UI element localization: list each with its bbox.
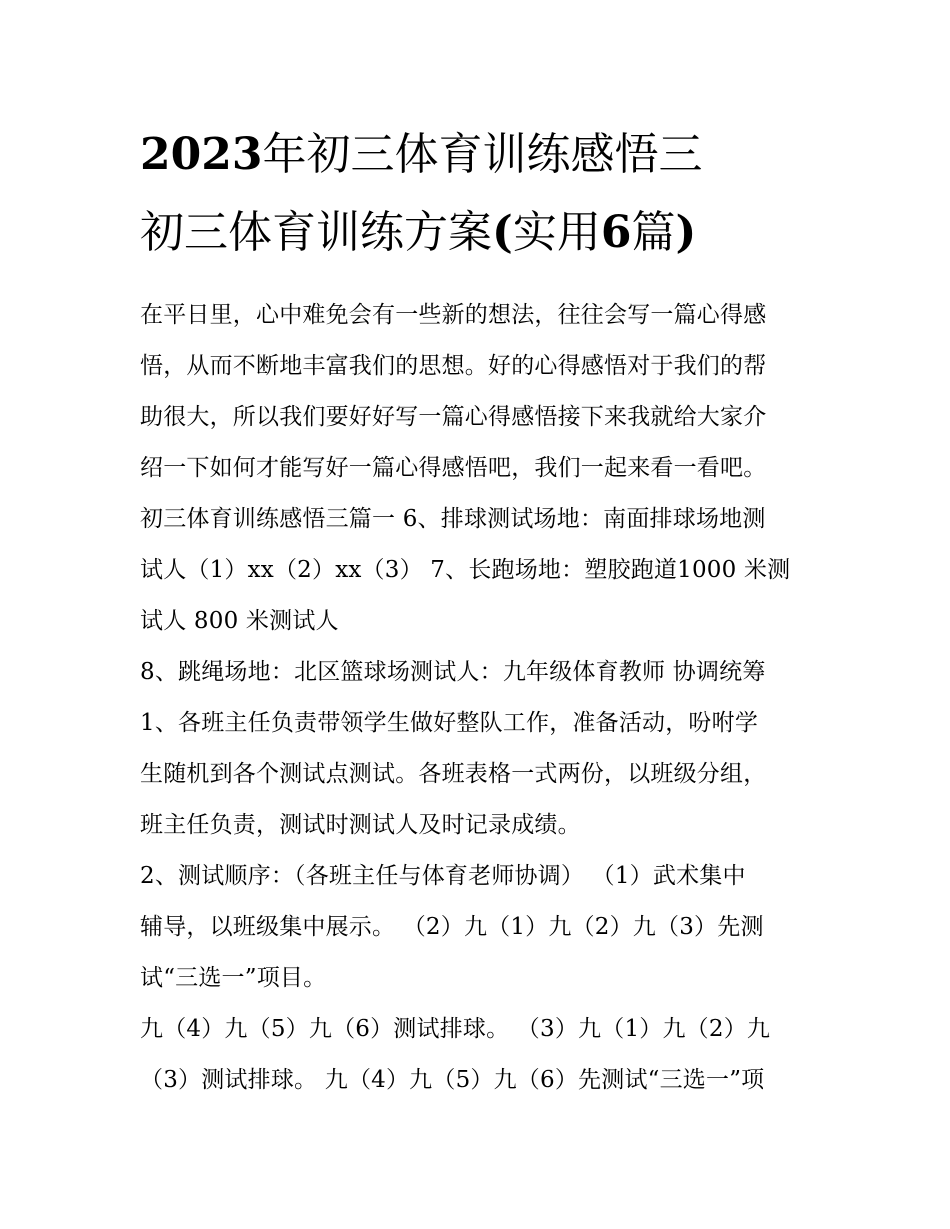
title-line-1 xyxy=(140,116,820,194)
text-line: 悟，从而不断地丰富我们的思想。好的心得感悟对于我们的帮 xyxy=(140,353,767,379)
text-line: 助很大，所以我们要好好写一篇心得感悟接下来我就给大家介 xyxy=(140,404,767,430)
title-line-1-text: 年初三体育训练感悟三 xyxy=(262,129,703,180)
document-body xyxy=(140,290,820,1106)
text-line: 试人（1）xx（2）xx（3） 7、长跑场地：塑胶跑道1000 米测 xyxy=(140,557,791,583)
title-line-2 xyxy=(140,194,820,272)
text-line: 试人 800 米测试人 xyxy=(140,608,339,634)
text-line: 在平日里，心中难免会有一些新的想法，往往会写一篇心得感 xyxy=(140,302,767,328)
title-paren-close: ) xyxy=(675,207,697,258)
title-line-2-text-c: 篇 xyxy=(631,207,676,258)
title-paren-open: ( xyxy=(492,207,513,258)
text-line: 试“三选一”项目。 xyxy=(140,965,327,991)
document-title xyxy=(140,116,820,272)
text-line: 生随机到各个测试点测试。各班表格一式两份，以班级分组， xyxy=(140,761,767,787)
text-line: 辅导，以班级集中展示。 （2）九（1）九（2）九（3）先测 xyxy=(140,914,764,940)
paragraph-4 xyxy=(140,1004,820,1106)
title-year: 2023 xyxy=(140,129,263,180)
title-count: 6 xyxy=(600,207,632,258)
text-line: 8、跳绳场地：北区篮球场测试人：九年级体育教师 协调统筹 xyxy=(140,659,766,685)
text-line: 1、各班主任负责带领学生做好整队工作，准备活动，吩咐学 xyxy=(140,710,759,736)
text-line: 班主任负责，测试时测试人及时记录成绩。 xyxy=(140,812,581,838)
paragraph-3 xyxy=(140,851,820,1004)
paragraph-2 xyxy=(140,647,820,851)
paragraph-1 xyxy=(140,290,820,647)
text-line: （3）测试排球。 九（4）九（5）九（6）先测试“三选一”项 xyxy=(140,1067,765,1093)
text-line: 2、测试顺序：（各班主任与体育老师协调） （1）武术集中 xyxy=(140,863,746,889)
title-line-2-text: 初三体育训练方案 xyxy=(140,207,492,258)
document-page xyxy=(140,116,820,1106)
text-line: 绍一下如何才能写好一篇心得感悟吧，我们一起来看一看吧。 xyxy=(140,455,767,481)
title-line-2-text-b: 实用 xyxy=(512,207,601,258)
text-line: 九（4）九（5）九（6）测试排球。 （3）九（1）九（2）九 xyxy=(140,1016,771,1042)
text-line: 初三体育训练感悟三篇一 6、排球测试场地：南面排球场地测 xyxy=(140,506,766,532)
